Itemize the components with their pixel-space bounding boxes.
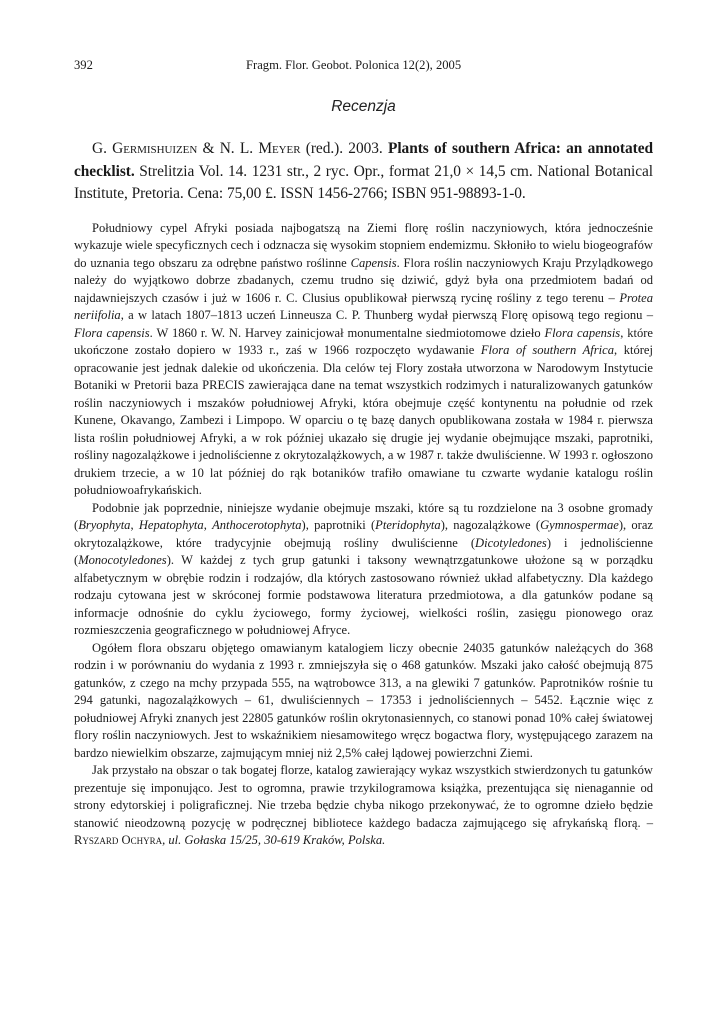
taxon-name: Protea neriifolia xyxy=(74,290,653,322)
book-citation xyxy=(74,138,653,206)
paragraph-4: Jak przystało na obszar o tak bogatej florze, katalog zawierający wykaz wszystkich stwierdzonych tu gatunków prezentuje się imponująco. Jest to ogromna, prawie trzykilogramowa książka, prezentująca się nienagannie od strony edytorskiej i poligraficznej. Nie trzeba będzie chyba nikogo przekonywać, że to ogromne dzieło będzie stanowić nieodzowną pozycję w podręcznej bibliotece każdego badacza zajmującego się afrykańską florą. – Ryszard Ochyra, ul. Gołaska 15/25, 30-619 Kraków, Polska. xyxy=(74,763,653,847)
work-title: Flora of southern Africa xyxy=(480,343,614,357)
reviewer-address: , ul. Gołaska 15/25, 30-619 Kraków, Polska. xyxy=(162,833,386,847)
taxon-name: Pteridophyta xyxy=(375,518,441,532)
reviewer-name: Ryszard Ochyra xyxy=(74,833,163,847)
citation-text: (red.). 2003. xyxy=(300,140,388,157)
book-title: Plants of southern Africa: an annotated checklist. xyxy=(74,140,653,180)
section-title: Recenzja xyxy=(331,98,396,115)
paragraph-2: Podobnie jak poprzednie, niniejsze wydanie obejmuje mszaki, które są tu rozdzielone na 3 osobne gromady (Bryophyta, Hepatophyta, Anthocerotophyta), paprotniki (Pteridophyta), nagozalążkowe (Gymnospermae), oraz okrytozalążkowe, które tradycyjnie obejmują rośliny dwuliścienne (Dicotyledones) i jednoliścienne (Monocotyledones). W każdej z tych grup gatunki i taksony wewnątrzgatunkowe ułożone są w porządku alfabetycznym w obrębie rodzin i rodzajów, dla których zastosowano również układ alfabetyczny. Dla każdego rodzaju cytowana jest w skróconej formie podstawowa literatura przedmiotowa, a dla gatunków podane są informacje odnośnie do cyklu życiowego, formy życiowej, wielkości roślin, zasięgu pionowego oraz rozmieszczenia geograficznego w południowej Afryce. xyxy=(74,500,653,637)
book-details: Strelitzia Vol. 14. 1231 str., 2 ryc. Opr., format 21,0 × 14,5 cm. National Botanical Institute, Pretoria. Cena: 75,00 £. ISSN 1456-2766; ISBN 951-98893-1-0. xyxy=(74,162,653,202)
taxon-name: Dicotyledones xyxy=(475,535,547,550)
taxon-name: Bryophyta xyxy=(78,518,131,532)
page-number: 392 xyxy=(74,58,93,72)
running-head xyxy=(74,56,653,74)
citation-text: G. xyxy=(92,140,113,157)
paragraph-3: Ogółem flora obszaru objętego omawianym katalogiem liczy obecnie 24035 gatunków należących do 368 rodzin i w porównaniu do wydania z 1993 r. zmniejszyła się o 468 gatunków. Mszaki jako całość obejmują 875 gatunków, z czego na mchy przypada 555, na wątrobowce 313, a na glewiki 7 gatunków. Paprotników rośnie tu 294 gatunki, nagozalążkowych – 61, dwuliściennych – 17353 i jednoliściennych – 5452. Łącznie więc z południowej Afryki znanych jest 22805 gatunków roślin okrytonasiennych, co stanowi ponad 10% całej światowej flory roślin naczyniowych. Jest to wskaźnikiem niesamowitego wręcz bogactwa flory, występującego zarazem na bardzo niewielkim obszarze, zajmującym mniej niż 2,5% całej lądowej powierzchni Ziemi. xyxy=(74,640,653,760)
paragraph-1: Południowy cypel Afryki posiada najbogatszą na Ziemi florę roślin naczyniowych, która jednocześnie wykazuje wiele specyficznych cech i odznacza się wysokim stopniem endemizmu. Skłoniło to wielu biogeografów do uznania tego obszaru za odrębne państwo roślinne Capensis. Flora roślin naczyniowych Kraju Przylądkowego należy do wyjątkowo dobrze zbadanych, czemu trudno się dziwić, gdyż była ona przedmiotem badań od najdawniejszych czasów i już w 1606 r. C. Clusius opublikował pierwszą rycinę rośliny z tego terenu – Protea neriifolia, a w latach 1807–1813 uczeń Linneusza C. P. Thunberg wydał pierwszą Florę opisową tego regionu – Flora capensis. W 1860 r. W. N. Harvey zainicjował monumentalne siedmiotomowe dzieło Flora capensis, które ukończone zostało dopiero w 1933 r., zaś w 1966 rozpoczęto wydawanie Flora of southern Africa, której opracowanie jest jednak dalekie od ukończenia. Dla celów tej Flory została utworzona w Narodowym Instytucie Botaniki w Pretorii baza PRECIS zawierająca dane na temat wszystkich rodzimych i naturalizowanych gatunków roślin naczyniowych i mszaków południowej Afryki, która obejmuje część kontynentu na południe od rzek Kunene, Okavango, Zambezi i Limpopo. W oparciu o tę bazę danych opublikowana została w 1984 r. pierwsza lista roślin południowej Afryki, a w rok później ukazało się drugie jej wydanie obejmujące mszaki, paprotniki, rośliny nagozalążkowe i jednoliścienne z okrytozalążkowych, a w 1987 r. także dwuliścienne. W 1993 r. ogłoszono drukiem trzecie, a w 10 lat później do rąk botaników trafiło omawiane tu czwarte wydanie katalogu roślin południowoafrykańskich. xyxy=(74,220,653,497)
journal-reference: Fragm. Flor. Geobot. Polonica 12(2), 2005 xyxy=(246,58,462,72)
taxon-name: Gymnospermae xyxy=(540,518,619,532)
taxon-name: Capensis xyxy=(350,255,397,270)
taxon-name: Anthocerotophyta xyxy=(212,518,302,532)
author-2: Meyer xyxy=(258,140,301,157)
work-title: Flora capensis xyxy=(544,325,621,340)
author-1: Germishuizen xyxy=(112,140,198,157)
citation-text: & N. L. xyxy=(197,140,259,157)
taxon-name: Monocotyledones xyxy=(78,553,167,567)
taxon-name: Hepatophyta xyxy=(138,518,204,532)
review-body xyxy=(74,220,653,850)
work-title: Flora capensis xyxy=(74,325,150,340)
journal-page xyxy=(74,56,653,850)
